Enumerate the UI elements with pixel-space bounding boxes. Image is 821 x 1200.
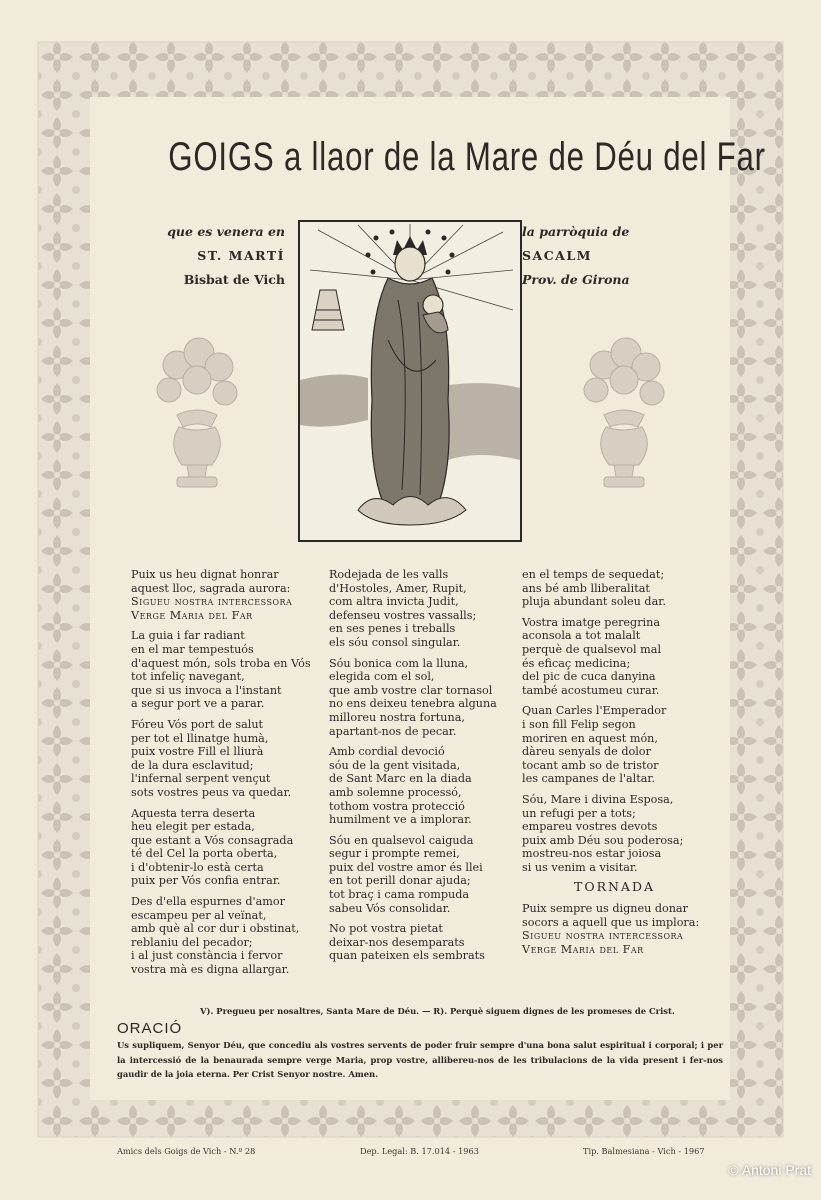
verse-line: empareu vostres devots <box>522 820 658 834</box>
verse-line: Sóu, Mare i divina Esposa, <box>522 792 674 806</box>
tornada-verse <box>522 902 722 956</box>
verse <box>131 895 326 977</box>
oracio-heading: ORACIÓ <box>117 1020 183 1037</box>
verse-line: de la dura esclavitud; <box>131 758 254 772</box>
verse-refrain-line: Verge Maria del Far <box>131 608 253 622</box>
verse-line: No pot vostra pietat <box>329 922 443 936</box>
verse-line: Fóreu Vós port de salut <box>131 717 264 731</box>
verse-line: l'infernal serpent vençut <box>131 772 271 786</box>
verse-line: socors a aquell que us implora: <box>522 915 700 929</box>
verse-line: tothom vostra protecció <box>329 799 465 813</box>
verse-line: milloreu nostra fortuna, <box>329 710 465 724</box>
verse-line: Amb cordial devoció <box>329 745 445 759</box>
verse-refrain-line: Verge Maria del Far <box>522 942 644 956</box>
verse-line: i son fill Felip segon <box>522 717 636 731</box>
verse-line: aquest lloc, sagrada aurora: <box>131 581 291 595</box>
verse <box>329 922 521 963</box>
verse-line: a segur port ve a parar. <box>131 697 265 711</box>
verse-line: és eficaç medicina; <box>522 656 631 670</box>
header-right-line-3: Prov. de Girona <box>522 272 630 287</box>
footer-right: Tip. Balmesiana - Vich - 1967 <box>583 1146 705 1156</box>
verse-line: Vostra imatge peregrina <box>522 615 661 629</box>
verse <box>522 704 722 786</box>
verse-line: defenseu vostres vassalls; <box>329 608 477 622</box>
verse <box>522 568 722 609</box>
footer-left: Amics dels Goigs de Vich - N.º 28 <box>117 1146 256 1156</box>
header-right-line-1: la parròquia de <box>522 224 630 239</box>
header-right-line-2: SACALM <box>522 248 592 263</box>
verse-line: en el mar tempestuós <box>131 642 254 656</box>
verse-line: Puix sempre us digneu donar <box>522 902 688 916</box>
coast-rocks <box>300 374 368 426</box>
verse-line: sots vostres peus va quedar. <box>131 785 292 799</box>
verse-line: amb què al cor dur i obstinat, <box>131 922 300 936</box>
verse-line: perquè de qualsevol mal <box>522 642 662 656</box>
verse-line: quan pateixen els sembrats <box>329 949 485 963</box>
verse-line: sabeu Vós consolidar. <box>329 901 451 915</box>
verse-line: que estant a Vós consagrada <box>131 833 294 847</box>
verse-line: les campanes de l'altar. <box>522 772 656 786</box>
child-figure <box>423 295 443 315</box>
verse <box>329 657 521 739</box>
verse-line: un refugi per a tots; <box>522 806 636 820</box>
verse-refrain-line: Sigueu nostra intercessora <box>131 595 293 609</box>
verse-line: reblaniu del pecador; <box>131 935 253 949</box>
watermark: © Antoni Prat <box>728 1162 811 1178</box>
verse-line: dàreu senyals de dolor <box>522 745 651 759</box>
verse-line: i al just constància i fervor <box>131 949 283 963</box>
verse-line: tot braç i cama rompuda <box>329 888 470 902</box>
verse-line: deixar-nos desemparats <box>329 935 465 949</box>
verse-line: elegida com el sol, <box>329 670 435 684</box>
virgin-face <box>395 247 425 281</box>
verse-line: de Sant Marc en la diada <box>329 772 472 786</box>
verse-line: amb solemne processó, <box>329 785 462 799</box>
verse-line: pluja abundant soleu dar. <box>522 595 666 609</box>
verse-line: puix amb Déu sou poderosa; <box>522 833 684 847</box>
verse-line: Aquesta terra deserta <box>131 806 256 820</box>
verse-line: que amb vostre clar tornasol <box>329 683 493 697</box>
verse <box>522 616 722 698</box>
tornada-heading: TORNADA <box>574 879 656 895</box>
verse-line: també acostumeu curar. <box>522 683 660 697</box>
verse-line: no ens deixeu tenebra alguna <box>329 697 497 711</box>
verses-column-1 <box>131 568 326 977</box>
verse-line: Puix us heu dignat honrar <box>131 568 279 581</box>
verse-line: en tot perill donar ajuda; <box>329 874 471 888</box>
page-title: GOIGS a llaor de la Mare de Déu del Far <box>168 135 766 179</box>
header-left-line-2: ST. MARTÍ <box>197 248 285 263</box>
verse-line: Des d'ella espurnes d'amor <box>131 895 285 909</box>
verses-column-3 <box>522 568 722 956</box>
verse-line: com altra invicta Judit, <box>329 595 459 609</box>
verse-line: sóu de la gent visitada, <box>329 758 461 772</box>
verse <box>131 807 326 889</box>
verse <box>131 568 326 622</box>
verse-refrain-line: Sigueu nostra intercessora <box>522 929 684 943</box>
verse-line: d'Hostoles, Amer, Rupit, <box>329 581 467 595</box>
verses-column-2 <box>329 568 521 963</box>
footer-center: Dep. Legal: B. 17.014 - 1963 <box>360 1146 479 1156</box>
verse-line: en el temps de sequedat; <box>522 568 665 581</box>
verse-line: heu elegit per estada, <box>131 820 255 834</box>
verse-line: vostra mà es digna allargar. <box>131 963 290 977</box>
verse-line: els sóu consol singular. <box>329 635 461 649</box>
verse-line: té del Cel la porta oberta, <box>131 847 278 861</box>
verse-line: que si us invoca a l'instant <box>131 683 282 697</box>
verse-line: puix per Vós confia entrar. <box>131 874 281 888</box>
verse-line: apartant-nos de pecar. <box>329 724 457 738</box>
header-left-line-1: que es venera en <box>167 224 285 239</box>
verse-line: ans bé amb lliberalitat <box>522 581 650 595</box>
verse-line: puix vostre Fill el lliurà <box>131 745 264 759</box>
verse-line: puix del vostre amor és llei <box>329 860 483 874</box>
verse-line: i d'obtenir-lo està certa <box>131 860 264 874</box>
verse-line: humilment ve a implorar. <box>329 813 472 827</box>
verse-line: Sóu en qualsevol caiguda <box>329 833 474 847</box>
verse-line: en ses penes i treballs <box>329 622 456 636</box>
verse-line: escampeu per al veïnat, <box>131 908 267 922</box>
verse-line: tot infeliç navegant, <box>131 670 245 684</box>
verse-line: La guia i far radiant <box>131 629 245 643</box>
hills <box>448 383 520 460</box>
verse-line: d'aquest món, sols troba en Vós <box>131 656 311 670</box>
verse-line: per tot el llinatge humà, <box>131 731 269 745</box>
verse-line: aconsola a tot malalt <box>522 629 641 643</box>
versicle-response: V). Pregueu per nosaltres, Santa Mare de Déu. — R). Perquè siguem dignes de les promeses de Crist. <box>200 1006 675 1016</box>
verse <box>522 793 722 875</box>
verse-line: si us venim a visitar. <box>522 860 638 874</box>
verse <box>131 718 326 800</box>
header-left-line-3: Bisbat de Vich <box>183 272 285 287</box>
verse-line: tocant amb so de tristor <box>522 758 659 772</box>
virgin-woodcut-image <box>298 220 522 542</box>
verse-line: del pic de cuca danyina <box>522 670 656 684</box>
verse-line: segur i prompte remei, <box>329 847 460 861</box>
verse-line: Rodejada de les valls <box>329 568 449 581</box>
oracio-text: Us supliquem, Senyor Déu, que concediu als vostres servents de poder fruir sempre d'una bona salut espiritual i corporal; i per la intercessió de la benaurada sempre verge Maria, prop vostre, allibereu-nos de les tribulacions de la vida present i fer-nos gaudir de la joia eterna. Per Crist Senyor nostre. Amen. <box>117 1040 723 1079</box>
verse-line: Sóu bonica com la lluna, <box>329 656 469 670</box>
verse <box>131 629 326 711</box>
verse <box>329 568 521 650</box>
verse <box>329 745 521 827</box>
verse-line: Quan Carles l'Emperador <box>522 704 667 718</box>
flower-vase-left-icon <box>147 335 247 500</box>
verse-line: moriren en aquest món, <box>522 731 658 745</box>
verse-line: mostreu-nos estar joiosa <box>522 847 662 861</box>
verse <box>329 834 521 916</box>
flower-vase-right-icon <box>574 335 674 500</box>
